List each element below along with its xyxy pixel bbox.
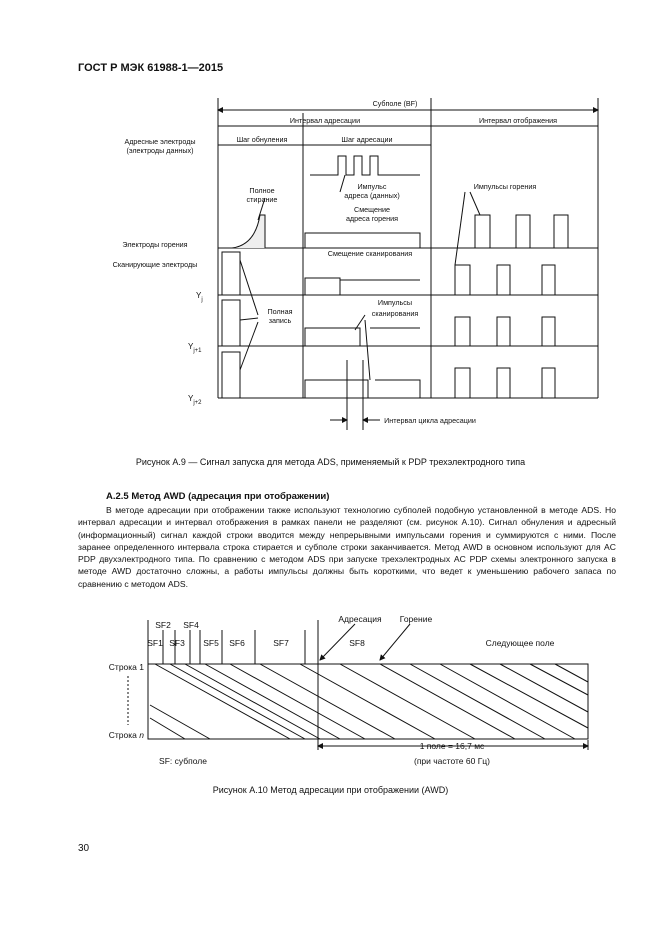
fig10-sf1: SF1: [147, 638, 163, 648]
fig9-reset-step: Шаг обнуления: [236, 135, 288, 144]
fig10-row1: Строка 1: [108, 662, 144, 672]
fig9-addr-electrodes-2: (электроды данных): [126, 146, 194, 155]
fig9-addr-pulse-2: адреса (данных): [344, 191, 400, 200]
fig10-sf8: SF8: [349, 638, 365, 648]
page-header: ГОСТ Р МЭК 61988-1—2015: [78, 62, 224, 74]
fig10-sf5: SF5: [203, 638, 219, 648]
fig10-next-field: Следующее поле: [485, 638, 555, 648]
fig10-at-freq: (при частоте 60 Гц): [413, 756, 491, 766]
fig9-addr-step: Шаг адресации: [341, 135, 393, 144]
fig10-rown: Строка n: [108, 730, 144, 740]
fig9-scan-bias: Смещение сканирования: [327, 249, 413, 258]
fig9-yj2: $Y_{j+2}$: [188, 394, 202, 406]
fig9-full-write-1: Полная: [267, 307, 293, 316]
fig9-full-erase-2: стирание: [246, 195, 278, 204]
fig9-scan-pulses-2: сканирования: [371, 309, 419, 318]
fig9-scan-pulses-1: Импульсы: [377, 298, 413, 307]
fig9-sustain-pulses: Импульсы горения: [473, 182, 537, 191]
figure-a9-caption: Рисунок А.9 — Сигнал запуска для метода ADS, применяемый к PDP трехэлектродного типа: [135, 457, 526, 467]
fig10-sf7: SF7: [273, 638, 289, 648]
fig9-display-interval: Интервал отображения: [478, 116, 558, 125]
fig9-cycle-interval: Интервал цикла адресации: [384, 416, 476, 425]
fig9-bias-addr-1: Смещение: [354, 205, 390, 214]
figure-a10-caption: Рисунок А.10 Метод адресации при отображении (AWD): [212, 785, 449, 795]
fig10-addressing: Адресация: [338, 614, 382, 624]
fig9-scan-electrodes: Сканирующие электроды: [112, 260, 198, 269]
fig9-sustain-electrodes: Электроды горения: [122, 240, 188, 249]
body-paragraph: В методе адресации при отображении также используют технологию субполей подобную установленной в методе ADS. Но интервал адресации и интервал отображения в рамках панели не разделяют (см. рисунок А.10). Сигнал обнуления и адресный (информационный) сигнал каждой строки вводится между непрерывными импульсами горения и суммируются с ними. После заранее определенного интервала строка стирается и субполе строки заканчивается. Метод AWD в основном используют для AC PDP двухэлектродного типа. По сравнению с методом ADS при запуске трехэлектродных AC PDP схемы электронного запуска в методе AWD достаточно сложны, а работы импульсы должны быть короткими, что ведет к уменьшению рабочего запаса по сравнению с методом ADS.: [78, 505, 616, 589]
page-number: 30: [78, 843, 90, 854]
fig9-addr-pulse-1: Импульс: [357, 182, 387, 191]
fig10-sf6: SF6: [229, 638, 245, 648]
fig9-addr-electrodes-1: Адресные электроды: [124, 137, 196, 146]
fig9-full-erase-1: Полное: [249, 186, 275, 195]
fig9-yj: $Y_j$: [196, 291, 203, 303]
fig9-subfield-label: Субполе (ВF): [372, 99, 418, 108]
fig9-addr-interval: Интервал адресации: [289, 116, 361, 125]
fig10-burning: Горение: [399, 614, 433, 624]
fig10-sf3: SF3: [169, 638, 185, 648]
fig9-full-write-2: запись: [268, 316, 292, 325]
fig10-sf4: SF4: [183, 620, 199, 630]
section-title: А.2.5 Метод AWD (адресация при отображении): [106, 491, 330, 502]
fig10-sf-legend: SF: субполе: [159, 756, 207, 766]
fig9-yj1: $Y_{j+1}$: [188, 342, 202, 354]
fig10-one-field: 1 поле = 16,7 мс: [419, 741, 485, 751]
fig9-bias-addr-2: адреса горения: [345, 214, 399, 223]
fig10-sf2: SF2: [155, 620, 171, 630]
